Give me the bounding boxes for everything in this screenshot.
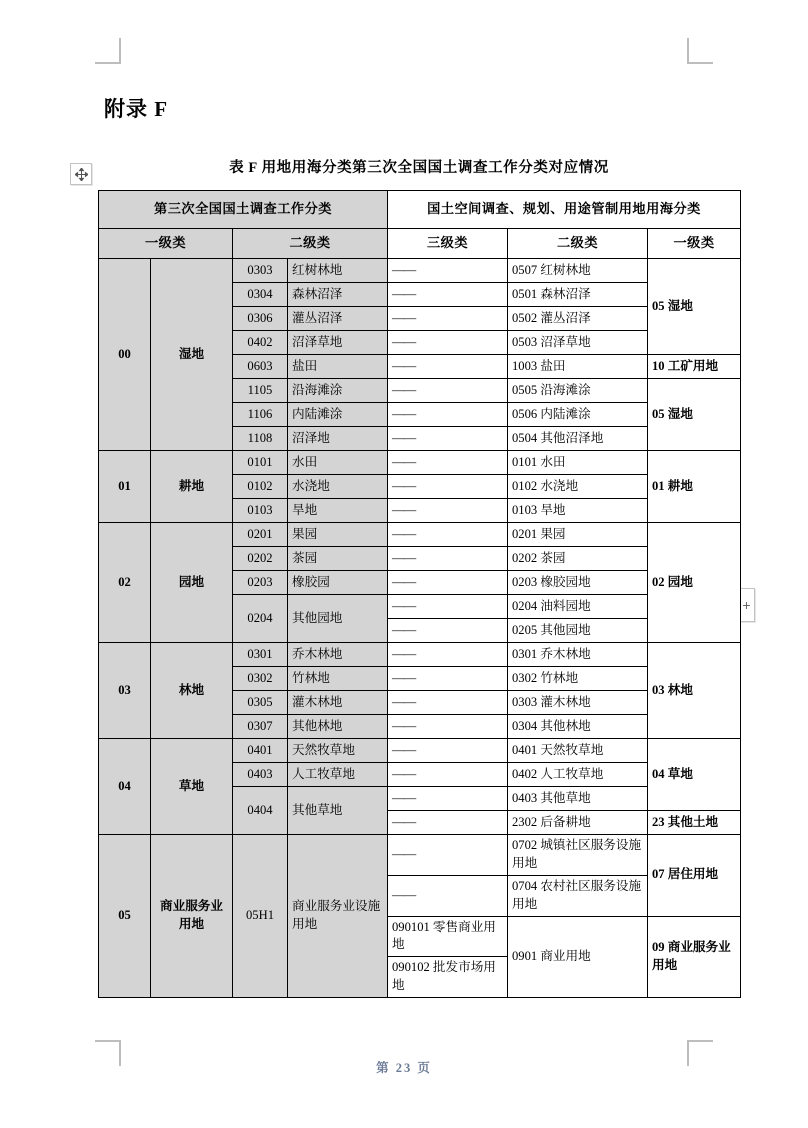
dash-mark: —— <box>392 694 416 709</box>
dash-mark: —— <box>392 310 416 325</box>
cell-level2-code: 0204 <box>233 595 288 643</box>
cell-right-level3 <box>388 643 508 667</box>
cell-right-level1: 01 耕地 <box>648 451 741 523</box>
cell-right-level3 <box>388 259 508 283</box>
cell-level1-code: 03 <box>99 643 151 739</box>
cell-right-level1: 03 林地 <box>648 643 741 739</box>
cell-level2-code: 0402 <box>233 331 288 355</box>
table-body <box>99 191 741 998</box>
cell-right-level2: 0302 竹林地 <box>508 667 648 691</box>
table-row <box>99 259 741 283</box>
cell-level2-name: 水浇地 <box>288 475 388 499</box>
cell-right-level2: 0304 其他林地 <box>508 715 648 739</box>
cell-right-level2: 0402 人工牧草地 <box>508 763 648 787</box>
cell-level2-code: 1106 <box>233 403 288 427</box>
cell-level2-name: 人工牧草地 <box>288 763 388 787</box>
cell-right-level2: 0504 其他沼泽地 <box>508 427 648 451</box>
cell-right-level2: 0501 森林沼泽 <box>508 283 648 307</box>
cell-level1-name: 林地 <box>151 643 233 739</box>
cell-level2-code: 0303 <box>233 259 288 283</box>
cell-right-level2: 0505 沿海滩涂 <box>508 379 648 403</box>
cell-right-level2: 0301 乔木林地 <box>508 643 648 667</box>
crop-mark-top-right <box>687 38 713 64</box>
subheader-right-level2: 二级类 <box>508 229 648 259</box>
dash-mark: —— <box>392 622 416 637</box>
cell-level2-code: 0103 <box>233 499 288 523</box>
table-row <box>99 835 741 876</box>
cell-right-level3 <box>388 331 508 355</box>
classification-table <box>98 190 741 998</box>
subheader-left-level1: 一级类 <box>99 229 233 259</box>
cell-level2-name: 灌木林地 <box>288 691 388 715</box>
dash-mark: —— <box>392 742 416 757</box>
cell-level2-code: 0101 <box>233 451 288 475</box>
table-row <box>99 451 741 475</box>
table-move-handle[interactable] <box>70 163 92 185</box>
cell-right-level2: 0403 其他草地 <box>508 787 648 811</box>
cell-right-level1: 07 居住用地 <box>648 835 741 917</box>
cell-level2-name: 天然牧草地 <box>288 739 388 763</box>
cell-right-level3: 090101 零售商业用地 <box>388 916 508 957</box>
cell-level2-name: 旱地 <box>288 499 388 523</box>
dash-mark: —— <box>392 286 416 301</box>
cell-right-level3 <box>388 283 508 307</box>
cell-level2-code: 0202 <box>233 547 288 571</box>
cell-level2-code: 05H1 <box>233 835 288 998</box>
cell-right-level3 <box>388 571 508 595</box>
cell-right-level2: 0503 沼泽草地 <box>508 331 648 355</box>
cell-level2-code: 0307 <box>233 715 288 739</box>
cell-right-level1: 05 湿地 <box>648 259 741 355</box>
page-footer: 第 23 页 <box>376 1061 432 1075</box>
cell-level1-code: 05 <box>99 835 151 998</box>
dash-mark: —— <box>392 502 416 517</box>
dash-mark: —— <box>392 790 416 805</box>
cell-right-level3 <box>388 403 508 427</box>
table-caption: 表 F 用地用海分类第三次全国国土调查工作分类对应情况 <box>229 160 609 176</box>
group-header-right: 国土空间调查、规划、用途管制用地用海分类 <box>388 191 741 229</box>
table-row <box>99 643 741 667</box>
cell-right-level3 <box>388 499 508 523</box>
cell-right-level2: 2302 后备耕地 <box>508 811 648 835</box>
table-header-row-sub <box>99 229 741 259</box>
dash-mark: —— <box>392 358 416 373</box>
dash-mark: —— <box>392 478 416 493</box>
cell-level2-name: 其他园地 <box>288 595 388 643</box>
cell-level1-name: 湿地 <box>151 259 233 451</box>
cell-right-level1: 05 湿地 <box>648 379 741 451</box>
cell-level2-code: 0403 <box>233 763 288 787</box>
cell-right-level1: 09 商业服务业用地 <box>648 916 741 998</box>
cell-right-level2: 0204 油料园地 <box>508 595 648 619</box>
cell-right-level2: 0102 水浇地 <box>508 475 648 499</box>
cell-right-level2: 0901 商业用地 <box>508 916 648 998</box>
cell-level2-code: 0203 <box>233 571 288 595</box>
table-row <box>99 739 741 763</box>
table-header-row-group <box>99 191 741 229</box>
cell-right-level2: 0506 内陆滩涂 <box>508 403 648 427</box>
cell-right-level2: 0202 茶园 <box>508 547 648 571</box>
cell-level2-name: 竹林地 <box>288 667 388 691</box>
cell-right-level3 <box>388 475 508 499</box>
cell-right-level3 <box>388 595 508 619</box>
cell-level2-name: 内陆滩涂 <box>288 403 388 427</box>
cell-right-level1: 04 草地 <box>648 739 741 811</box>
crop-mark-top-left <box>95 38 121 64</box>
cell-right-level3 <box>388 691 508 715</box>
cell-right-level3 <box>388 355 508 379</box>
cell-level2-name: 乔木林地 <box>288 643 388 667</box>
classification-table-container <box>98 190 740 998</box>
dash-mark: —— <box>392 766 416 781</box>
cell-right-level2: 0702 城镇社区服务设施用地 <box>508 835 648 876</box>
cell-level1-name: 耕地 <box>151 451 233 523</box>
cell-level2-code: 0302 <box>233 667 288 691</box>
cell-right-level3 <box>388 787 508 811</box>
cell-level2-code: 0401 <box>233 739 288 763</box>
cell-level2-code: 0305 <box>233 691 288 715</box>
cell-level2-name: 其他林地 <box>288 715 388 739</box>
cell-level2-name: 森林沼泽 <box>288 283 388 307</box>
dash-mark: —— <box>392 574 416 589</box>
dash-mark: —— <box>392 598 416 613</box>
cell-level1-name: 园地 <box>151 523 233 643</box>
dash-mark: —— <box>392 454 416 469</box>
cell-level2-name: 沼泽地 <box>288 427 388 451</box>
cell-level2-name: 沿海滩涂 <box>288 379 388 403</box>
dash-mark: —— <box>392 262 416 277</box>
cell-right-level2: 0507 红树林地 <box>508 259 648 283</box>
group-header-left: 第三次全国国土调查工作分类 <box>99 191 388 229</box>
cell-level2-code: 0603 <box>233 355 288 379</box>
cell-level2-name: 茶园 <box>288 547 388 571</box>
cell-right-level2: 0401 天然牧草地 <box>508 739 648 763</box>
cell-level1-code: 04 <box>99 739 151 835</box>
dash-mark: —— <box>392 406 416 421</box>
cell-level2-code: 0102 <box>233 475 288 499</box>
cell-right-level3 <box>388 875 508 916</box>
cell-level2-code: 0201 <box>233 523 288 547</box>
cell-level1-code: 00 <box>99 259 151 451</box>
cell-right-level1: 10 工矿用地 <box>648 355 741 379</box>
cell-right-level3 <box>388 619 508 643</box>
cell-right-level2: 0205 其他园地 <box>508 619 648 643</box>
subheader-right-level1: 一级类 <box>648 229 741 259</box>
cell-right-level3 <box>388 451 508 475</box>
cell-level2-code: 0301 <box>233 643 288 667</box>
cell-right-level3 <box>388 379 508 403</box>
cell-right-level2: 0201 果园 <box>508 523 648 547</box>
cell-right-level2: 0704 农村社区服务设施用地 <box>508 875 648 916</box>
table-row <box>99 523 741 547</box>
cell-right-level2: 0203 橡胶园地 <box>508 571 648 595</box>
cell-level2-name: 果园 <box>288 523 388 547</box>
cell-level2-code: 1105 <box>233 379 288 403</box>
cell-level1-code: 02 <box>99 523 151 643</box>
cell-right-level3 <box>388 523 508 547</box>
dash-mark: —— <box>392 382 416 397</box>
cell-level2-code: 0304 <box>233 283 288 307</box>
cell-level2-name: 盐田 <box>288 355 388 379</box>
dash-mark: —— <box>392 646 416 661</box>
dash-mark: —— <box>392 550 416 565</box>
dash-mark: —— <box>392 670 416 685</box>
cell-level1-name: 商业服务业用地 <box>151 835 233 998</box>
appendix-title: 附录 F <box>104 97 169 121</box>
cell-level2-name: 红树林地 <box>288 259 388 283</box>
cell-right-level3 <box>388 547 508 571</box>
subheader-right-level3: 三级类 <box>388 229 508 259</box>
cell-level2-name: 水田 <box>288 451 388 475</box>
cell-level2-code: 0306 <box>233 307 288 331</box>
cell-right-level2: 0103 旱地 <box>508 499 648 523</box>
plus-icon: + <box>742 597 751 613</box>
cell-right-level3 <box>388 715 508 739</box>
cell-right-level2: 0502 灌丛沼泽 <box>508 307 648 331</box>
cell-level2-code: 0404 <box>233 787 288 835</box>
cell-level2-name: 橡胶园 <box>288 571 388 595</box>
cell-right-level3 <box>388 667 508 691</box>
cell-right-level3 <box>388 763 508 787</box>
dash-mark: —— <box>392 814 416 829</box>
cell-level2-name: 沼泽草地 <box>288 331 388 355</box>
cell-right-level2: 1003 盐田 <box>508 355 648 379</box>
cell-right-level3 <box>388 739 508 763</box>
cell-right-level3 <box>388 307 508 331</box>
cell-right-level3 <box>388 835 508 876</box>
cell-level1-code: 01 <box>99 451 151 523</box>
cell-right-level1: 02 园地 <box>648 523 741 643</box>
subheader-left-level2: 二级类 <box>233 229 388 259</box>
cell-level2-name: 商业服务业设施用地 <box>288 835 388 998</box>
dash-mark: —— <box>392 526 416 541</box>
dash-mark: —— <box>392 334 416 349</box>
dash-mark: —— <box>392 846 416 861</box>
cell-right-level3 <box>388 811 508 835</box>
cell-right-level2: 0303 灌木林地 <box>508 691 648 715</box>
cell-right-level2: 0101 水田 <box>508 451 648 475</box>
move-arrows-icon <box>75 168 88 181</box>
cell-right-level3 <box>388 427 508 451</box>
cell-level2-name: 其他草地 <box>288 787 388 835</box>
cell-level1-name: 草地 <box>151 739 233 835</box>
cell-right-level3: 090102 批发市场用地 <box>388 957 508 998</box>
dash-mark: —— <box>392 718 416 733</box>
cell-level2-code: 1108 <box>233 427 288 451</box>
dash-mark: —— <box>392 430 416 445</box>
dash-mark: —— <box>392 887 416 902</box>
cell-right-level1: 23 其他土地 <box>648 811 741 835</box>
cell-level2-name: 灌丛沼泽 <box>288 307 388 331</box>
